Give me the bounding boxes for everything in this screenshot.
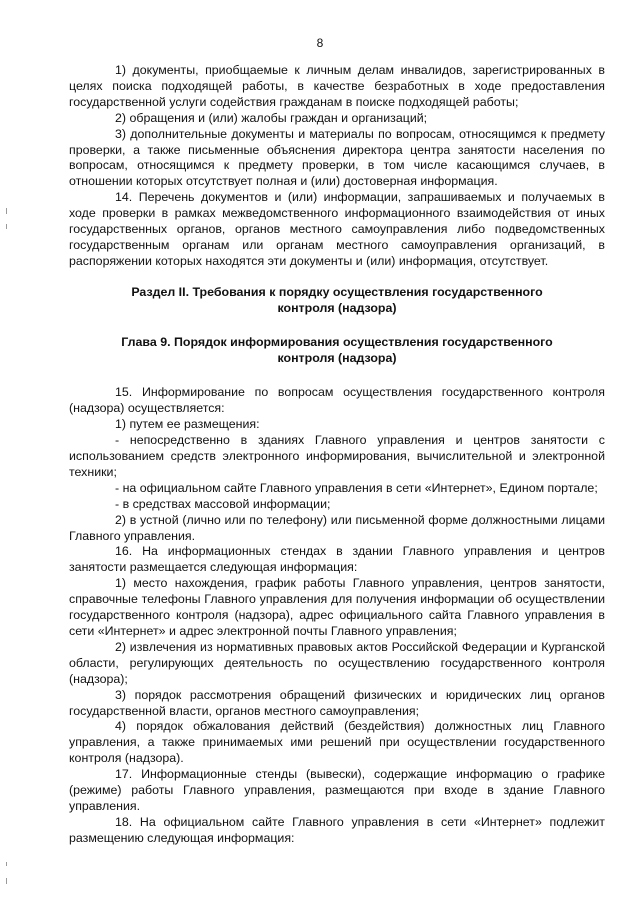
- chapter-heading-line: Глава 9. Порядок информирования осуществления государственного: [121, 334, 553, 349]
- section-heading-line: Раздел II. Требования к порядку осуществления государственного: [131, 284, 543, 299]
- paragraph: 16. На информационных стендах в здании Главного управления и центров занятости размещается следующая информация:: [69, 544, 605, 575]
- chapter-heading: [69, 335, 605, 367]
- page-number: 8: [316, 36, 324, 50]
- paragraph: - на официальном сайте Главного управления в сети «Интернет», Едином портале;: [115, 480, 598, 495]
- section-heading: [69, 285, 605, 317]
- paragraph: - в средствах массовой информации;: [115, 496, 331, 511]
- scan-mark: [6, 224, 7, 229]
- paragraph: 1) место нахождения, график работы Главного управления, центров занятости, справочные телефоны Главного управления для получения информации об осуществлении государственного контроля (надзора), адрес официального сайта Главного управления в сети «Интернет» и адрес электронной почты Главного управления;: [69, 576, 605, 638]
- paragraph: 2) извлечения из нормативных правовых актов Российской Федерации и Курганской области, регулирующих деятельность по осуществлению государственного контроля (надзора);: [69, 639, 605, 686]
- paragraph: 2) обращения и (или) жалобы граждан и организаций;: [115, 110, 428, 125]
- section-heading-line: контроля (надзора): [277, 300, 397, 315]
- document-body: [69, 63, 605, 847]
- paragraph: 1) документы, приобщаемые к личным делам инвалидов, зарегистрированных в целях поиска подходящей работы, в качестве безработных в ходе предоставления государственной услуги содействия гражданам в поиске подходящей работы;: [69, 63, 605, 109]
- paragraph: 2) в устной (лично или по телефону) или письменной форме должностными лицами Главного управления.: [69, 512, 605, 543]
- scan-mark: [6, 878, 7, 884]
- chapter-heading-line: контроля (надзора): [277, 350, 397, 365]
- paragraph: 4) порядок обжалования действий (бездействия) должностных лиц Главного управления, а также принимаемых ими решений при осуществлении государственного контроля (надзора).: [69, 719, 605, 766]
- scan-mark: [6, 862, 7, 866]
- paragraph: 17. Информационные стенды (вывески), содержащие информацию о графике (режиме) работы Главного управления, размещаются при входе в здание Главного управления.: [69, 767, 605, 813]
- scan-mark: [6, 208, 7, 214]
- paragraph-group-1: [69, 63, 605, 270]
- paragraph: 18. На официальном сайте Главного управления в сети «Интернет» подлежит размещению следующая информация:: [69, 814, 605, 845]
- paragraph: 14. Перечень документов и (или) информации, запрашиваемых и получаемых в ходе проверки в рамках межведомственного информационного взаимодействия от иных государственных органов, органов местного самоуправления либо подведомственных государственным органам или органам местного самоуправления организаций, в распоряжении которых находятся эти документы и (или) информация, отсутствует.: [69, 190, 605, 268]
- paragraph: 3) порядок рассмотрения обращений физических и юридических лиц органов государственной власти, органов местного самоуправления;: [69, 687, 605, 718]
- paragraph: 15. Информирование по вопросам осуществления государственного контроля (надзора) осуществляется:: [69, 385, 605, 416]
- paragraph: - непосредственно в зданиях Главного управления и центров занятости с использованием средств электронного информирования, вычислительной и электронной техники;: [69, 433, 605, 479]
- paragraph: 1) путем ее размещения:: [115, 417, 260, 432]
- paragraph-group-2: [69, 385, 605, 846]
- paragraph: 3) дополнительные документы и материалы по вопросам, относящимся к предмету проверки, а также письменные объяснения директора центра занятости населения по вопросам, относящимся к предмету проверки, в том числе касающимся случаев, в отношении которых отсутствует полная и (или) достоверная информация.: [69, 126, 605, 189]
